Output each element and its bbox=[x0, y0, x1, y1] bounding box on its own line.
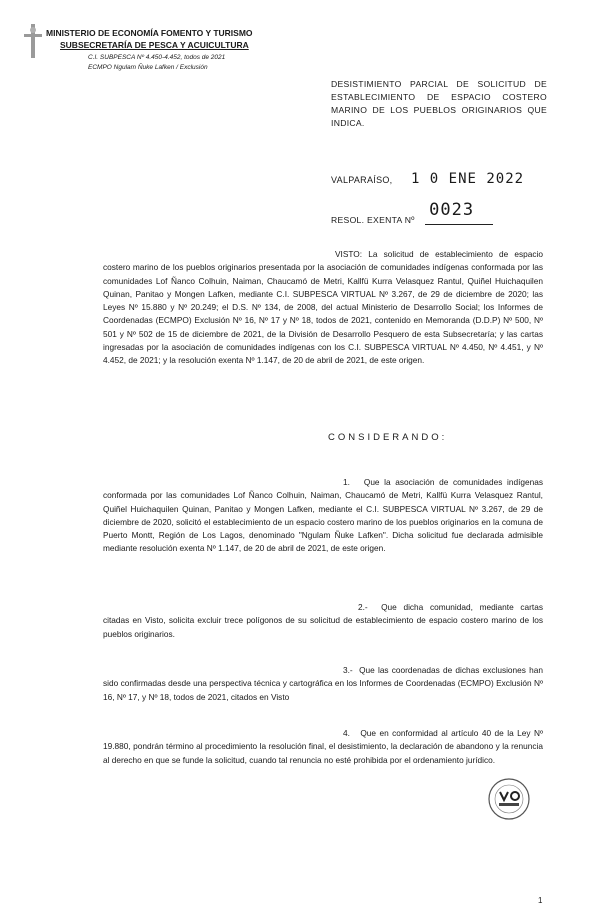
item-number: 1. bbox=[343, 477, 350, 487]
government-emblem-icon bbox=[22, 24, 44, 58]
item-text: Que las coordenadas de dichas exclusiones han sido confirmadas desde una perspectiva técnica y cartográfica en los Informes de Coordenadas (ECMPO) Exclusión Nº 16, Nº 17, y Nº 18, todos de 2021, citados en Visto bbox=[103, 665, 543, 702]
item-text: Que dicha comunidad, mediante cartas citadas en Visto, solicita excluir trece polígonos de su solicitud de establecimiento de espacio costero marino de los pueblos originarios. bbox=[103, 602, 543, 639]
item-number: 2.- bbox=[358, 602, 368, 612]
approval-stamp-icon bbox=[486, 776, 532, 822]
visto-label: VISTO: bbox=[335, 249, 363, 259]
visto-text: La solicitud de establecimiento de espacio costero marino de los pueblos originarios presentada por la asociación de comunidades indígenas conformada por las comunidades Lof Ñanco Colhuin, Naiman, Chaucamó de Metri, Kallfü Kurra Velasquez Rantul, Quiñel Huichaquilen Quinan, Panitao y Mongen Lafken, mediante C.I. SUBPESCA VIRTUAL Nº 3.267, de 29 de diciembre de 2020; las Leyes Nº 15.880 y Nº 20.249; el D.S. Nº 134, de 2008, del actual Ministerio de Desarrollo Social; los Informes de Coordenadas (ECMPO) Exclusión Nº 16, Nº 17 y Nº 18, todos de 2021, contenido en Memoranda (D.D.P) Nº 500, Nº 501 y Nº 502 de 15 de diciembre de 2021, de la División de Desarrollo Pesquero de esta Subsecretaría; y las cartas ingresadas por la asociación de comunidades indígenas con los C.I. SUBPESCA VIRTUAL Nº 4.450, Nº 4.451, y Nº 4.452, de 2021; y la resolución exenta Nº 1.147, de 20 de abril de 2021, de este origen. bbox=[103, 249, 543, 366]
considerando-item-4 bbox=[103, 727, 543, 767]
visto-paragraph bbox=[103, 248, 543, 368]
item-text: Que en conformidad al artículo 40 de la Ley Nº 19.880, pondrán término al procedimiento la resolución final, el desistimiento, la declaración de abandono y la renuncia al derecho en que se funde la solicitud, cuando tal renuncia no esté prohibida por el ordenamiento jurídico. bbox=[103, 728, 544, 765]
item-number: 4. bbox=[343, 728, 350, 738]
ministry-name: MINISTERIO DE ECONOMÍA FOMENTO Y TURISMO bbox=[46, 28, 253, 38]
reference-ci: C.I. SUBPESCA Nº 4.450-4.452, todos de 2021 bbox=[88, 54, 226, 61]
reference-ecmpo: ECMPO Ngulam Ñuke Lafken / Exclusión bbox=[88, 64, 208, 71]
item-text: Que la asociación de comunidades indígenas conformada por las comunidades Lof Ñanco Colhuin, Naiman, Chaucamó de Metri, Kallfü Kurra Velasquez Rantul, Quiñel Huichaquilen Quinan, Panitao y Mongen Lafken, mediante el C.I. SUBPESCA VIRTUAL Nº 3.267, de 29 de diciembre de 2020, solicitó el establecimiento de un espacio costero marino de los pueblos originarios en la comuna de Puerto Montt, Región de Los Lagos, denominado "Ngulam Ñuke Lafken". Dicha solicitud fue declarada admisible mediante resolución exenta Nº 1.147, de 20 de abril de 2021, de este origen. bbox=[103, 477, 543, 554]
letterhead bbox=[14, 6, 274, 86]
resolution-number: 0023 bbox=[429, 200, 475, 220]
resolution-number-line bbox=[425, 200, 493, 225]
considerando-heading: CONSIDERANDO: bbox=[328, 432, 448, 443]
resolution-number-row bbox=[331, 200, 493, 225]
resolution-subject: DESISTIMIENTO PARCIAL DE SOLICITUD DE ESTABLECIMIENTO DE ESPACIO COSTERO MARINO DE LOS PUEBLOS ORIGINARIOS QUE INDICA. bbox=[331, 79, 547, 128]
place-date bbox=[331, 170, 524, 188]
date-stamp: 1 0 ENE 2022 bbox=[410, 171, 525, 187]
city: VALPARAÍSO, bbox=[331, 175, 393, 185]
resolution-label: RESOL. EXENTA Nº bbox=[331, 215, 415, 225]
page-number: 1 bbox=[538, 896, 543, 905]
subsecretaria-name: SUBSECRETARÍA DE PESCA Y ACUICULTURA bbox=[60, 40, 249, 50]
item-number: 3.- bbox=[343, 665, 353, 675]
considerando-item-1 bbox=[103, 476, 543, 556]
considerando-item-2 bbox=[103, 601, 543, 641]
considerando-item-3 bbox=[103, 664, 543, 704]
